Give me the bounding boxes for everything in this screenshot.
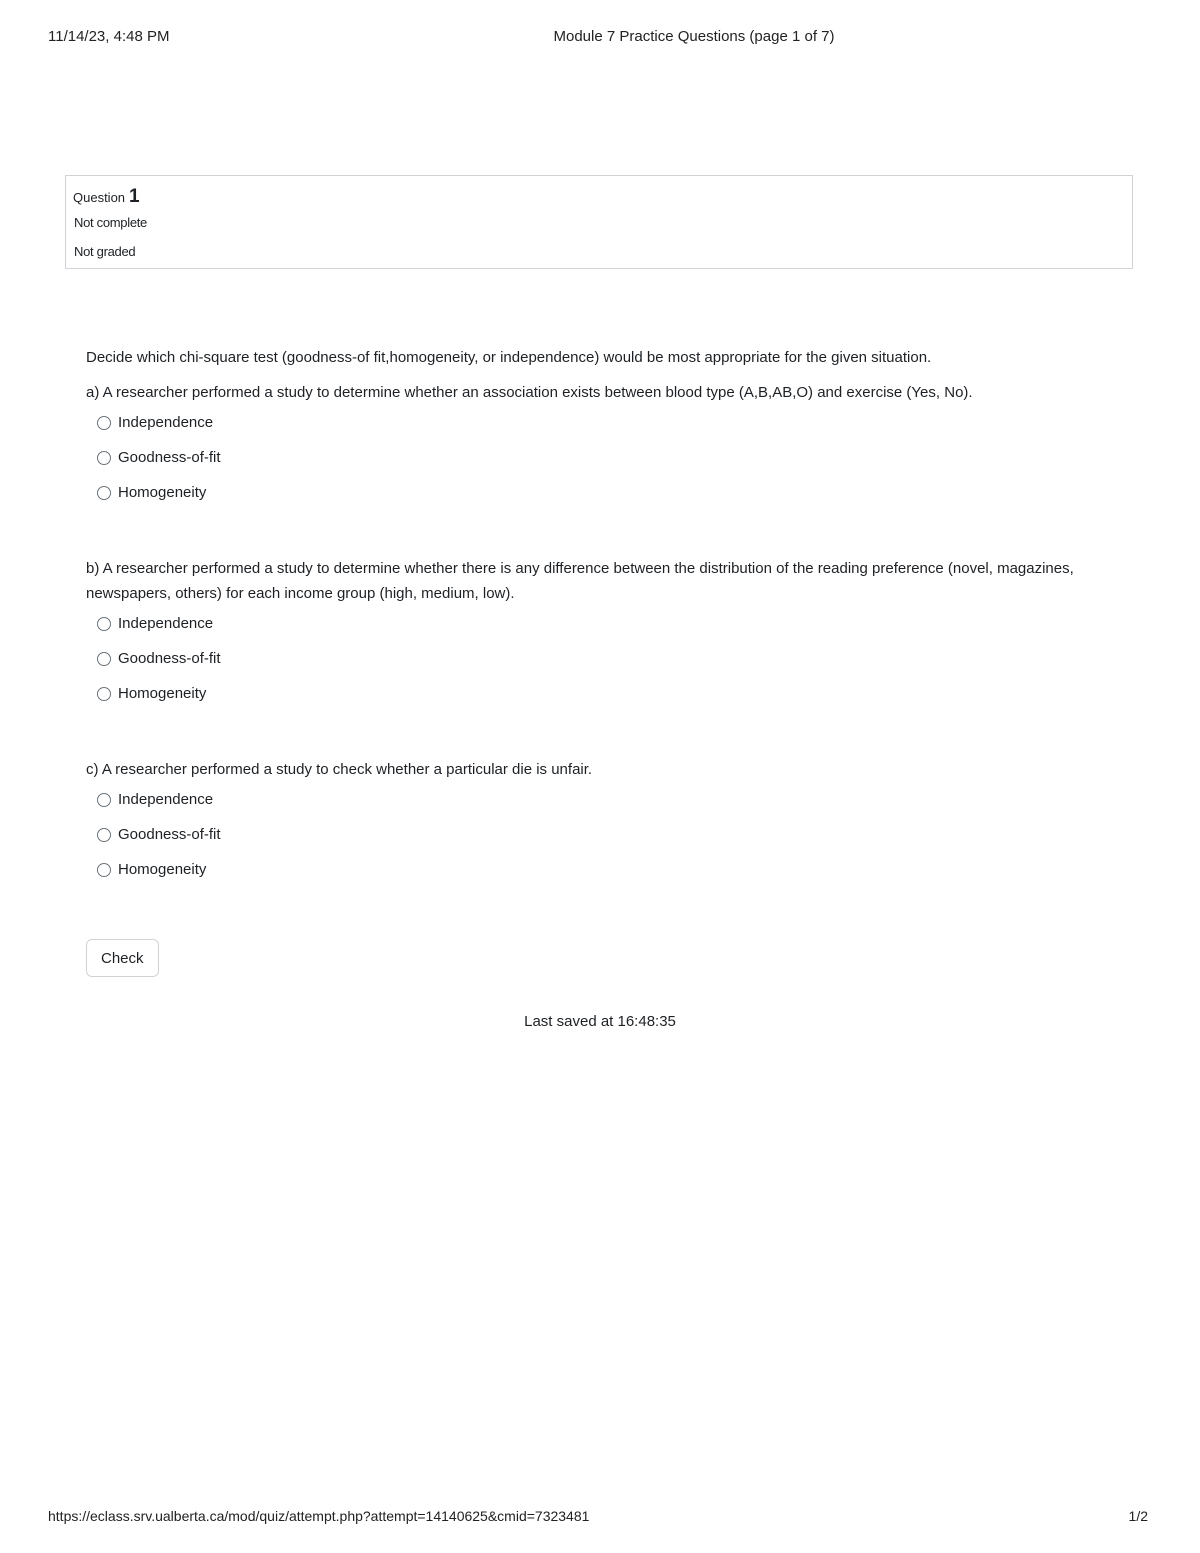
answer-options — [86, 614, 1086, 719]
question-part-c — [86, 757, 1086, 895]
radio-button[interactable] — [97, 451, 111, 465]
question-info-box — [65, 175, 1133, 269]
question-part-a — [86, 380, 1086, 518]
question-part-b — [86, 556, 1086, 719]
radio-button[interactable] — [97, 617, 111, 631]
answer-options — [86, 413, 1086, 518]
option-label: Independence — [118, 791, 214, 808]
question-title — [73, 186, 140, 208]
part-prompt: c) A researcher performed a study to check whether a particular die is unfair. — [86, 761, 593, 778]
question-grade: Not graded — [74, 244, 136, 259]
print-page-title: Module 7 Practice Questions (page 1 of 7) — [553, 28, 835, 45]
option-goodness-of-fit[interactable] — [86, 448, 1086, 483]
answer-options — [86, 790, 1086, 895]
option-goodness-of-fit[interactable] — [86, 825, 1086, 860]
radio-button[interactable] — [97, 652, 111, 666]
option-label: Homogeneity — [118, 484, 207, 501]
question-content — [86, 348, 1086, 977]
option-label: Homogeneity — [118, 861, 207, 878]
check-button[interactable]: Check — [86, 939, 159, 977]
radio-button[interactable] — [97, 793, 111, 807]
question-state: Not complete — [74, 215, 147, 230]
print-page-number: 1/2 — [1128, 1508, 1148, 1524]
question-label: Question — [73, 190, 126, 205]
question-number: 1 — [129, 186, 140, 207]
option-label: Homogeneity — [118, 685, 207, 702]
question-intro: Decide which chi-square test (goodness-of fit,homogeneity, or independence) would be most appropriate for the given situation. — [86, 349, 932, 366]
radio-button[interactable] — [97, 687, 111, 701]
radio-button[interactable] — [97, 416, 111, 430]
print-datetime: 11/14/23, 4:48 PM — [48, 28, 170, 45]
part-prompt: a) A researcher performed a study to determine whether an association exists between blood type (A,B,AB,O) and exercise (Yes, No). — [86, 384, 973, 401]
option-independence[interactable] — [86, 614, 1086, 649]
radio-button[interactable] — [97, 486, 111, 500]
option-label: Goodness-of-fit — [118, 449, 221, 466]
option-homogeneity[interactable] — [86, 684, 1086, 719]
option-goodness-of-fit[interactable] — [86, 649, 1086, 684]
radio-button[interactable] — [97, 828, 111, 842]
option-homogeneity[interactable] — [86, 860, 1086, 895]
option-independence[interactable] — [86, 413, 1086, 448]
option-independence[interactable] — [86, 790, 1086, 825]
part-prompt: b) A researcher performed a study to determine whether there is any difference between the distribution of the reading preference (novel, magazines, newspapers, others) for each income group (high, medium, low). — [86, 560, 1074, 602]
option-label: Goodness-of-fit — [118, 826, 221, 843]
print-url: https://eclass.srv.ualberta.ca/mod/quiz/attempt.php?attempt=14140625&cmid=7323481 — [48, 1508, 590, 1524]
option-label: Independence — [118, 414, 214, 431]
option-homogeneity[interactable] — [86, 483, 1086, 518]
radio-button[interactable] — [97, 863, 111, 877]
last-saved-status: Last saved at 16:48:35 — [524, 1013, 676, 1030]
option-label: Independence — [118, 615, 214, 632]
option-label: Goodness-of-fit — [118, 650, 221, 667]
